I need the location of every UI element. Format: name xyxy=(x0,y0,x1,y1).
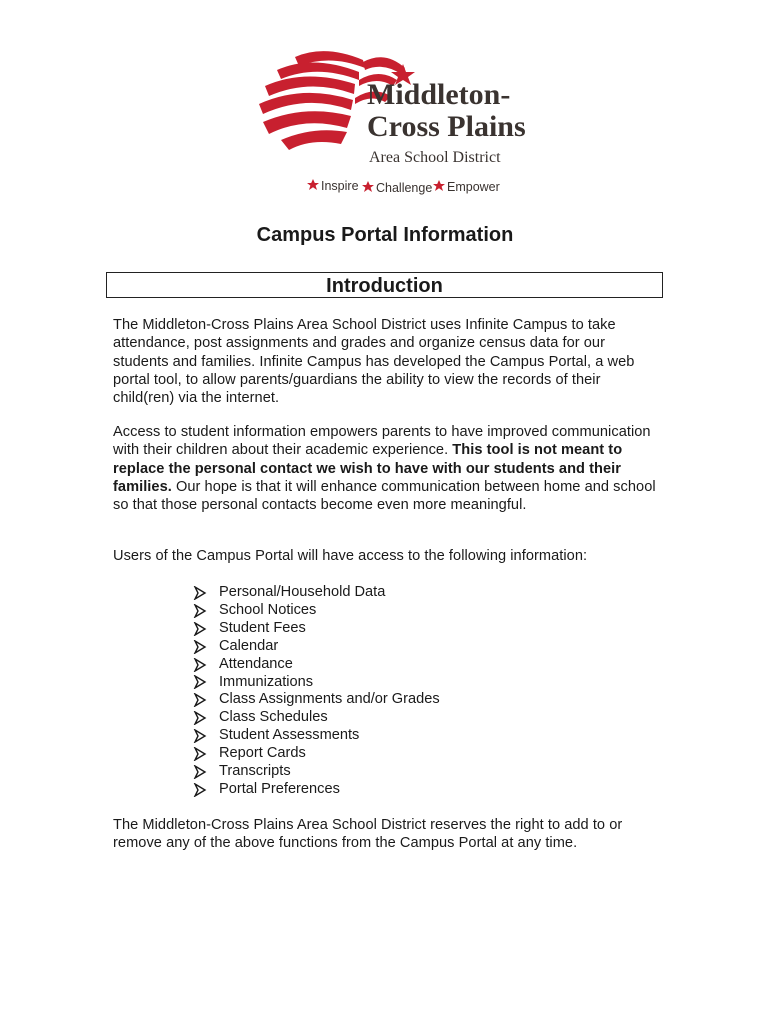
list-item-label: School Notices xyxy=(219,601,317,618)
tagline-inspire: Inspire xyxy=(321,179,359,193)
district-logo xyxy=(255,42,525,202)
list-item xyxy=(193,781,440,799)
list-item-label: Personal/Household Data xyxy=(219,584,386,600)
arrow-bullet-icon xyxy=(193,765,219,779)
tagline-star-icon xyxy=(307,179,319,190)
tagline-star-icon xyxy=(433,180,445,191)
list-item xyxy=(193,620,440,638)
list-item xyxy=(193,727,440,745)
list-item-label: Class Schedules xyxy=(219,709,328,726)
list-item xyxy=(193,709,440,727)
section-heading: Introduction xyxy=(106,272,663,298)
list-item-label: Class Assignments and/or Grades xyxy=(219,691,440,708)
list-item-label: Immunizations xyxy=(219,673,314,690)
page-title: Campus Portal Information xyxy=(256,224,514,246)
tagline-star-icon xyxy=(362,181,374,192)
access-paragraph-bold: This tool is not meant to replace the personal contact we wish to have with our students and their families. xyxy=(113,442,623,495)
intro-paragraph: The Middleton-Cross Plains Area School District uses Infinite Campus to take attendance, post assignments and grades and organize census data for our students and families. Infinite Campus has developed the Campus Portal, a web portal tool, to allow parents/guardians the ability to view the records of their child(ren) via the internet. xyxy=(113,317,635,407)
list-item xyxy=(193,656,440,674)
reservation-paragraph: The Middleton-Cross Plains Area School District reserves the right to add to or remove any of the above functions from the Campus Portal at any time. xyxy=(113,817,623,852)
list-item-label: Transcripts xyxy=(219,763,291,780)
arrow-bullet-icon xyxy=(193,604,219,618)
users-paragraph: Users of the Campus Portal will have access to the following information: xyxy=(113,548,588,564)
arrow-bullet-icon xyxy=(193,586,219,600)
list-item xyxy=(193,638,440,656)
list-item-label: Student Assessments xyxy=(219,727,360,744)
feature-list xyxy=(193,584,440,799)
list-item-label: Portal Preferences xyxy=(219,780,340,797)
arrow-bullet-icon xyxy=(193,658,219,672)
access-paragraph-end: Our hope is that it will enhance communication between home and school so that those personal contacts become even more meaningful. xyxy=(113,478,656,514)
access-paragraph-start: Access to student information empowers parents to have improved communication with their children about their academic experience. xyxy=(113,424,651,459)
logo-name-line1: Middleton- xyxy=(367,78,511,111)
list-item-label: Calendar xyxy=(219,637,279,654)
logo-name-line2: Cross Plains xyxy=(367,110,526,143)
arrow-bullet-icon xyxy=(193,640,219,654)
book-logo-graphic xyxy=(255,42,525,202)
list-item xyxy=(193,674,440,692)
arrow-bullet-icon xyxy=(193,711,219,725)
arrow-bullet-icon xyxy=(193,783,219,797)
arrow-bullet-icon xyxy=(193,675,219,689)
list-item xyxy=(193,763,440,781)
list-item xyxy=(193,584,440,602)
arrow-bullet-icon xyxy=(193,622,219,636)
arrow-bullet-icon xyxy=(193,729,219,743)
tagline-empower: Empower xyxy=(447,180,500,194)
list-item xyxy=(193,745,440,763)
arrow-bullet-icon xyxy=(193,747,219,761)
list-item-label: Student Fees xyxy=(219,619,306,636)
list-item xyxy=(193,602,440,620)
arrow-bullet-icon xyxy=(193,693,219,707)
tagline-challenge: Challenge xyxy=(376,181,433,195)
list-item-label: Attendance xyxy=(219,655,293,672)
logo-name-line3: Area School District xyxy=(369,149,501,166)
list-item xyxy=(193,691,440,709)
access-paragraph xyxy=(113,423,658,514)
list-item-label: Report Cards xyxy=(219,745,306,762)
